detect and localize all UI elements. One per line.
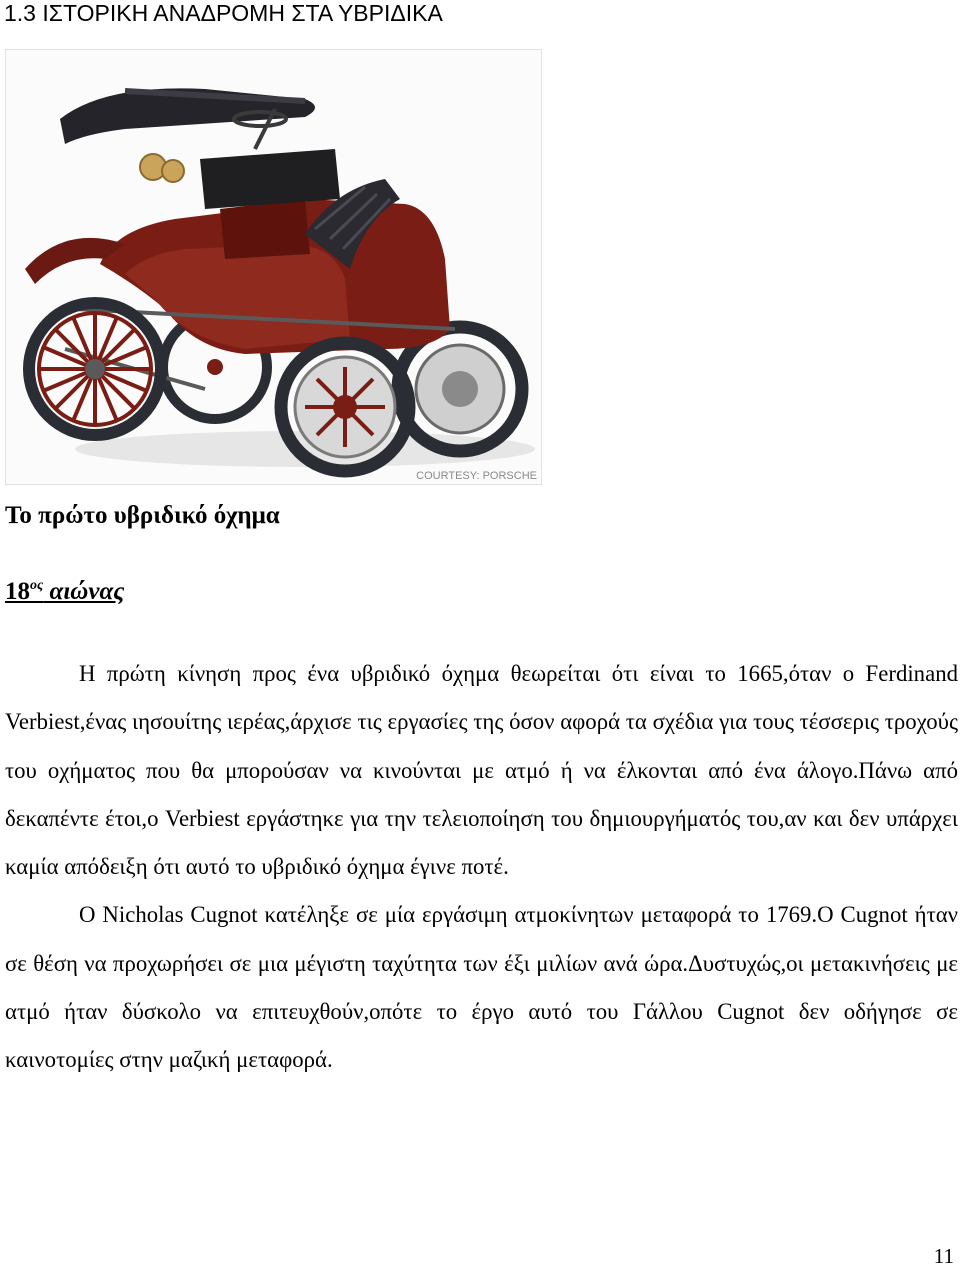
century-heading [5, 578, 124, 606]
century-word: αιώνας [49, 578, 125, 605]
figure-caption: Το πρώτο υβριδικό όχημα [5, 502, 280, 529]
rear-near-wheel [281, 343, 409, 471]
body-text [5, 650, 958, 1085]
section-heading: 1.3 ΙΣΤΟΡΙΚΗ ΑΝΑΔΡΟΜΗ ΣΤΑ ΥΒΡΙΔΙΚΑ [4, 0, 443, 26]
vehicle-photo [5, 49, 542, 485]
photo-credit: COURTESY: PORSCHE [416, 470, 537, 482]
front-near-wheel [29, 303, 161, 435]
paragraph-verbiest: Η πρώτη κίνηση προς ένα υβριδικό όχημα θεωρείται ότι είναι το 1665,όταν ο Ferdinand Verbiest,ένας ιησουίτης ιερέας,άρχισε τις εργασίες της όσον αφορά τα σχέδια για τους τέσσερις τροχούς του οχήματος που θα μπορούσαν να κινούνται με ατμό ή να έλκονται από ένα άλογο.Πάνω από δεκαπέντε έτοι,ο Verbiest εργάστηκε για την τελειοποίηση του δημιουργήματός του,αν και δεν υπάρχει καμία απόδειξη ότι αυτό το υβριδικό όχημα έγινε ποτέ. [5, 661, 958, 880]
lohner-porsche-illustration [5, 49, 542, 485]
century-suffix: ος [30, 578, 44, 593]
page-number: 11 [933, 1244, 954, 1268]
century-number: 18 [5, 578, 30, 605]
paragraph-cugnot: Ο Nicholas Cugnot κατέληξε σε μία εργάσιμη ατμοκίνητων μεταφορά το 1769.Ο Cugnot ήταν σε θέση να προχωρήσει σε μια μέγιστη ταχύτητα των έξι μιλίων ανά ώρα.Δυστυχώς,οι μετακινήσεις με ατμό ήταν δύσκολο να επιτευχθούν,οπότε το έργο αυτό του Γάλλου Cugnot δεν οδήγησε σε καινοτομίες στην μαζική μεταφορά. [5, 902, 958, 1073]
